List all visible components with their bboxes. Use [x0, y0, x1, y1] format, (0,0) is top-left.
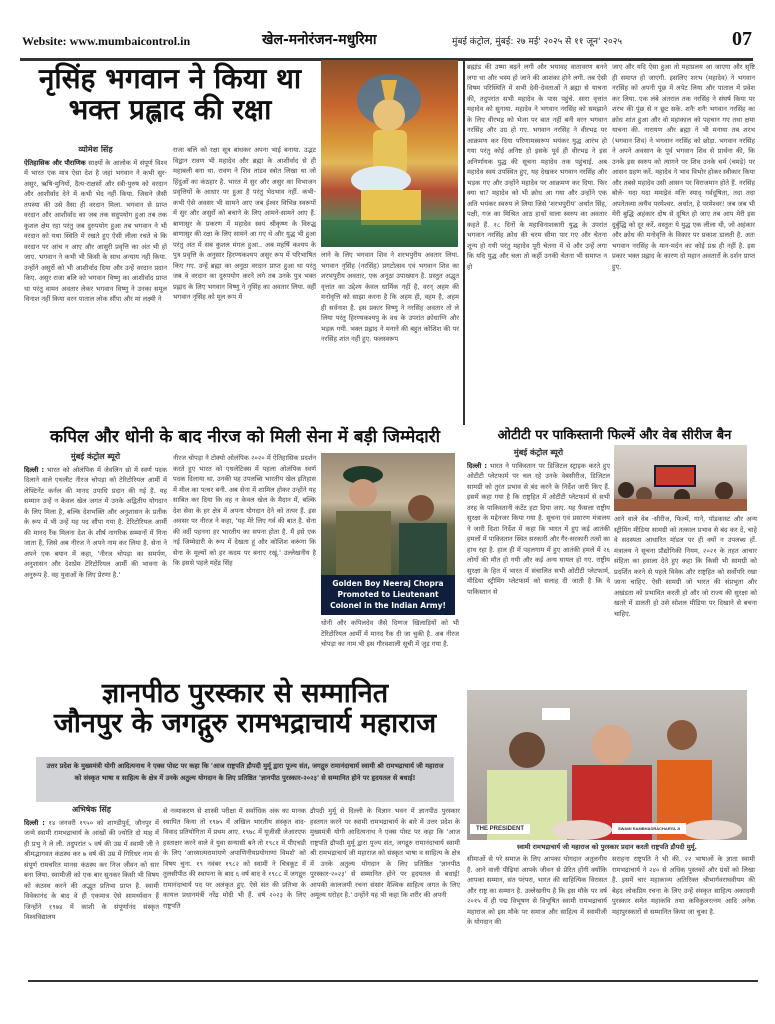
narsingh-image [321, 60, 458, 247]
photo-label-president: THE PRESIDENT [470, 824, 530, 834]
headline-jnanpith [20, 679, 470, 739]
body-text: सीमाओं से परे समाज के लिए आपका योगदान अतुलनीय है. आने वाली पीढ़ियां आपके जीवन से प्रेरित होंगी क्योंकि आपका सम्मान, संत परंपरा, भारत की साहित्यिक विरासत और राष्ट्र का सम्मान है. उल्लेखनीय है कि इस मौके पर वर्ष २०१५ में ही पद्म विभूषण से विभूषित स्वामी रामभद्राचार्य महाराज को इस मौके पर समाज और साहित्य में स्वामीजी के योगदान की [467, 855, 607, 926]
photo-label-swami: SWAMI RAMBHADRACHARYA JI [612, 823, 686, 834]
headline-ott: ओटीटी पर पाकिस्तानी फिल्में और वेब सीरीज बैन [497, 428, 732, 443]
body-text: से नव्याकरण से शास्त्री परीक्षा में सर्वाधिक अंक का मानक स्थापित किया तो १९७५ में अखिल भारतीय संस्कृत वाद-विवाद प्रतियोगिता में प्रथम आए. १९७८ में यूजीसी जेआरएफ हस्ताक्षर करने वाले वे युवा सन्यासी बने तो १९८१ में पीएचडी के लिए 'आध्यात्मरामायणे अपाणिनीयप्रयोगाणां विमर्श' को विषय चुना. १९ नवंबर १९८२ को स्वामी ने चित्रकूट में तुलसीपीठ की स्थापना के बाद ६ वर्ष बाद वे १९८८ में जगद्गुरु रामानंदाचार्य पद पर अलंकृत हुए. ऐसे संत की प्रतिभा के कायल प्रधानमंत्री नरेंद्र मोदी भी हैं. वर्ष २०२३ के लिए राष्ट्रपति [163, 807, 306, 910]
ott-col-1 [467, 448, 610, 680]
jnanpith-col-2 [163, 806, 306, 976]
headline-line-2: जौनपुर के जगद्गुरु रामभद्राचार्य महाराज [53, 708, 437, 740]
headline-narsingh [20, 64, 320, 126]
body-text: १४ जनवरी १९५० को शाण्डीपुर्द, जौनपुर में जन्मे स्वामी रामभद्राचार्य के आंखों की ज्योति दो माह में ही प्रभु ने ले ली. तदुपरांत ५ वर्ष की उम्र में स्वामी जी ने श्रीमद्भागवत कंठस्थ कर ७ वर्ष की उम्र में गिरिधर नाम से संपूर्ण रामचरित मानस कंठस्थ कर निज जीवन को सार बना लिया. स्वामीजी को एक बार सुनकर किसी भी विषय को कंठस्थ करने की अद्भुत प्रतिभा प्राप्त है. स्वामी विवेकानंद के बाद वे ही एकमात्र ऐसे सामर्थ्यवान हैं जिन्होंने १९७४ में काशी के संपूर्णानंद संस्कृत विश्वविद्यालय [24, 818, 159, 921]
body-text: भारत को ओलंपिक में जेवलिन थ्रो में स्वर्ण पदक दिलाने वाले एथलीट नीरज चोपड़ा को टेरिटोरियल आर्मी में लेफ्टिनेंट कर्नल की मानद उपाधि प्रदान की गई है. यह सम्मान उन्हें न केवल खेल जगत में उनके अद्वितीय योगदान के लिए मिला है, बल्कि देशभक्ति और अनुशासन के प्रतीक के रूप में भी उन्हें यह पद सौंपा गया है. टेरिटोरियल आर्मी की मानद रैंक मिलना देश के शीर्ष नागरिक सम्मानों में गिना जाता है, जिसे अब नीरज ने अपने नाम कर लिया है. सेना ने अपने एक बयान में कहा, 'नीरज चोपड़ा का समर्पण, अनुशासन और देशप्रेम टेरिटोरियल आर्मी की भावना के अनुरूप है. वह युवाओं के लिए प्रेरणा है.' [24, 465, 167, 579]
body-text: भारत ने पाकिस्तान पर डिजिटल स्ट्राइक करते हुए ओटीटी प्लेटफार्म पर चल रहे उनके वेबसीरीज, डिजिटल सामग्री को तुरंत प्रभाव से बंद करने के निर्देश जारी किए हैं. इसमें कहा गया है कि राष्ट्रहित में ओटीटी प्लेटफार्म से सभी तरह के पाकिस्तानी कंटेंट हटा दिया जाए. यह फैसला राष्ट्रीय सुरक्षा के मद्देनजर किया गया है. सूचना एवं प्रसारण मंत्रालय ने जारी दिशा निर्देश में कहा कि भारत में हुए कई आतंकी हमलों में पाकिस्तान स्थित सरकारी और गैर-सरकारी तत्वों का हाथ रहा है. हाल ही में पहलगाम में हुए आतंकी हमले में २६ लोगों की मौत हो गयी और कई अन्य घायल हो गए. राष्ट्रीय सुरक्षा के हित में भारत में संचालित सभी ओटीटी प्लेटफार्म, मीडिया स्ट्रीमिंग प्लेटफार्म को सलाह दी जाती है कि वे पाकिस्तान से [467, 461, 610, 596]
body-text: सराहना राष्ट्रपति ने भी की. २२ भाषाओं के ज्ञाता स्वामी रामभद्राचार्य ने २४० से अधिक पुस्तकों और ग्रंथों को लिखा है. इसमें चार महाकाव्य अतिरिक्त श्रीभार्गवराघवीयम की बेहद लोकप्रिय रचना के लिए उन्हें संस्कृत साहित्य अकादमी पुरस्कार समेत महाकवि तथा कविकुलरत्नम आदि अनेक महापुरस्कारों से सम्मानित किया जा चुका है. [612, 855, 755, 916]
jnanpith-col-3 [310, 806, 460, 976]
headline-line-1: नृसिंह भगवान ने किया था [38, 62, 302, 95]
jnanpith-photo-illustration [467, 690, 747, 840]
ott-photo-illustration [614, 445, 747, 511]
narsingh-col-3 [321, 250, 459, 425]
quote-box: उत्तर प्रदेश के मुख्यमंत्री योगी आदित्यनाथ ने एक्स पोस्ट पर कहा कि 'आज राष्ट्रपति द्रौपदी मुर्मू द्वारा पूज्य संत, जगद्गुरु रामानंदाचार्य स्वामी श्री रामभद्राचार्य जी महाराज को संस्कृत भाषा व साहित्य के क्षेत्र में उनके अतुल्य योगदान के लिए प्रतिष्ठित 'ज्ञानपीठ पुरस्कार-२०२३' से सम्मानित होने पर हृदयतल से बधाई! [36, 757, 454, 802]
section-title: खेल-मनोरंजन-मधुरिमा [262, 32, 377, 48]
website-link[interactable]: Website: www.mumbaicontrol.in [22, 34, 191, 48]
neeraj-col-3 [321, 618, 459, 676]
headline-neeraj: कपिल और धोनी के बाद नीरज को मिली सेना में बड़ी जिम्मेदारी [49, 427, 441, 447]
byline: मुंबई कंट्रोल ब्यूरो [70, 452, 121, 461]
column-divider [463, 60, 465, 425]
neeraj-photo [321, 453, 455, 575]
lead-text: दिल्ली : [24, 818, 45, 827]
lead-text: दिल्ली : [467, 461, 487, 470]
byline: अभिषेक सिंह [71, 805, 112, 814]
headline-line-2: भक्त प्रह्लाद की रक्षा [68, 92, 272, 126]
lead-text: ऐतिहासिक और पौराणिक [24, 158, 86, 167]
narsingh-illustration [321, 60, 458, 247]
jnanpith-photo-caption: स्वामी रामभद्राचार्य जी महाराज को पुरस्कार प्रदान करती राष्ट्रपति द्रौपदी मुर्मू. [516, 843, 698, 851]
body-text: धोनी और कपिलदेव जैसे दिग्गज खिलाड़ियों को भी टेरिटोरियल आर्मी में मानद रैंक दी जा चुकी है. अब नीरज चोपड़ा का नाम भी इस गौरवशाली सूची में जुड़ गया है. [321, 619, 459, 648]
body-text: द्रौपदी मुर्मू से दिल्ली के विज्ञान भवन में ज्ञानपीठ पुरस्कार हस्तगत करने पर स्वामी रामभद्राचार्य के बारे में उत्तर प्रदेश के मुख्यमंत्री योगी आदित्यनाथ ने एक्स पोस्ट पर कहा कि 'आज राष्ट्रपति द्रौपदी मुर्मू द्वारा पूज्य संत, जगद्गुरु रामानंदाचार्य स्वामी श्री रामभद्राचार्य जी महाराज को संस्कृत भाषा व साहित्य के क्षेत्र में उनके अतुल्य योगदान के लिए प्रतिष्ठित 'ज्ञानपीठ पुरस्कार-२०२३' से सम्मानित होने पर हृदयतल से बधाई! आपकी कालजयी रचना संसार वैश्विक साहित्य जगत के लिए अमूल्य धरोहर है.' उन्होंने यह भी कहा कि शरीर की अपनी [310, 807, 460, 899]
jnanpith-photo [467, 690, 747, 840]
byline: मुंबई कंट्रोल ब्यूरो [513, 448, 564, 457]
narsingh-col-1 [24, 145, 167, 425]
body-text: लाने के लिए भगवान शिव ने शरभपुरीय अवतार लिया. भगवान नृसिंह (नरसिंह) प्रगटोत्सव एवं भगवान शिव का शरभपुरीय अवतार, एक अनूठा उपाख्यान है. प्रस्तुत अद्भुत वृत्तांत का उद्देश्य केवल धार्मिक नहीं है, वरन् अहम की मनोवृत्ति को साझा करना है कि अहम ही, वहम है, अहम ही सर्वनाश है. इस प्रकार विष्णु ने नरसिंह अवतार तो ले लिया परंतु हिरण्यकश्यपु के वध के उपरांत क्रोधाग्नि और भड़क गयी. भक्त प्रह्लाद ने मनाने की बहुत कोशिश की पर नरसिंह शांत नहीं हुए. फलस्वरूप [321, 251, 459, 343]
neeraj-col-2 [173, 453, 316, 678]
article-narsingh [20, 64, 320, 126]
body-text: जाए और यदि ऐसा हुआ तो महाप्रलय आ जाएगा और सृष्टि ही समाप्त हो जाएगी. इसलिए शरभ (महादेव) ने भगवान नरसिंह को अपनी पूंछ में लपेट लिया और पाताल में प्रवेश कर लिया. एक लंबे अंतराल तक नरसिंह ने संघर्ष किया पर शरभ की पूंछ से न छूट सके. शनैः शनैः भगवान नरसिंह का क्रोध शांत हुआ और वो महाकाल को पहचान गए तथा क्षमा याचना की. नारायण और ब्रह्मा ने भी मनाया तब शरभ (भगवान शिव) ने भगवान नरसिंह को छोड़ा. भगवान नरसिंह ने अपने अवसान के पूर्व भगवान शिव से प्रार्थना की, कि उनके इस स्वरुप को त्यागने पर शिव उनके चर्म (चमड़े) पर आसन ग्रहण करें. महादेव ने भाव विभोर होकर स्वीकार किया और तबसे महादेव उसी आसन पर विराजमान होते हैं. नरसिंह बोले- यदा यदा ममाद्रेवं मतिः स्याद् गर्वदूषिता, तदा तदा अपनेतव्या त्वयैव परमेश्वर. अर्थात, हे परमेश्वर! जब जब भी मेरी बुद्धि अहंकार दोष से दूषित हो जाए तब आप मेरी इस दुर्बुद्धि को दूर करें. वस्तुतः ये युद्ध एक लीला थी, जो अहंकार और क्रोध की मनोवृत्ति के विकार पर प्रकाश डालती है. अतः भगवान नरसिंह के मान-मर्दन का कोई प्रश्न ही नहीं है. इस प्रकार भक्त प्रह्लाद के कारण दो महान अवतारों के दर्शन प्राप्त हुए. [612, 63, 755, 271]
jnanpith-col-5 [612, 854, 755, 974]
dateline: मुंबई कंट्रोल, मुंबई: २७ मई' २०२५ से ११ जून' २०२५ [452, 37, 623, 47]
page-number: 07 [732, 28, 752, 50]
body-text: आने वाले वेब -सीरीज, फिल्में, गाने, पॉडकास्ट और अन्य स्ट्रीमिंग मीडिया सामग्री को तत्काल प्रभाव से बंद कर दें, चाहे वे सदस्यता आधारित मॉडल पर ही क्यों न उपलब्ध हों. मंत्रालय ने सूचना प्रौद्योगिकी नियम, २०२१ के तहत आचार संहिता का हवाला देते हुए कहा कि किसी भी सामग्री को प्रदर्शित करने से पहले विवेक और राष्ट्रहित को सर्वोपरि रखा जाना चाहिए. ऐसी सामग्री जो भारत की संप्रभुता और अखंडता को प्रभावित करती हो और जो राज्य की सुरक्षा को खतरे में डालती हो उसे सोशल मीडिया पर दिखाने से बचना चाहिए. [614, 515, 757, 618]
body-text: नीरज चोपड़ा ने टोक्यो ओलंपिक २०२० में ऐतिहासिक प्रदर्शन करते हुए भारत को एथलेटिक्स में पहला ओलंपिक स्वर्ण पदक दिलाया था. उनकी यह उपलब्धि भारतीय खेल इतिहास में मील का पत्थर बनी. अब सेना में शामिल होकर उन्होंने यह साबित कर दिया कि वह न केवल खेल के मैदान में, बल्कि देश सेवा के हर क्षेत्र में अपना योगदान देने को तत्पर हैं. इस अवसर पर नीरज ने कहा, 'यह मेरे लिए गर्व की बात है. सेना की वर्दी पहनना हर भारतीय का सपना होता है. मैं इसे एक नई जिम्मेदारी के रूप में देखता हूं और कोशिश करूंगा कि सेना के मूल्यों को हर कदम पर बनाए रखूं.' उल्लेखनीय है कि इससे पहले महेंद्र सिंह [173, 454, 316, 567]
neeraj-photo-caption: Golden Boy Neeraj Chopra Promoted to Lieutenant Colonel in the Indian Army! [321, 575, 455, 615]
narsingh-col-5 [612, 62, 755, 422]
body-text: राजा बलि को रक्षा सूत्र बांधकर अपना भाई बनाया. उद्भट विद्वान रावण भी महादेव और ब्रह्मा के आशीर्वाद से ही महाबली बना था. रावण ने शिव तांडव स्त्रोत लिखा था जो हिंदुओं का कंठहार है. भारत में सुर और असुर का विभाजन प्रवृत्तियों के आधार पर हुआ है परंतु भेदभाव नहीं. कभी-कभी ऐसे अवसर भी सामने आए जब ईश्वर विभिन्न स्वरूपों में सुर और असुरों को बचाने के लिए आमने-सामने आए हैं. बाणासुर के प्रकरण में महादेव स्वयं श्रीकृष्ण के विरुद्ध बाणासुर की रक्षा के लिए सामने आ गए थे और युद्ध भी हुआ परंतु अंत में सब कुशल मंगल हुआ.. अब महर्षि कश्यप के पुत्र प्रवृत्ति के अनुसार हिरण्यकश्यप असुर रूप में परिभाषित किए गए. उन्हें ब्रह्मा का अनूठा वरदान प्राप्त हुआ था परंतु जब वे वरदान का दुरुपयोग करने लगे तब उनके पुत्र भक्त प्रह्लाद के लिए भगवान विष्णु ने नृसिंह का अवतार लिया. वहीं भगवान नृसिंह को मूल रूप में [173, 146, 316, 301]
narsingh-col-2 [173, 145, 316, 425]
headline-line-1: ज्ञानपीठ पुरस्कार से सम्मानित [101, 678, 389, 709]
jnanpith-col-4 [467, 854, 607, 974]
bottom-rule [28, 980, 758, 982]
body-text: ब्रह्मांड की उष्मा बढ़ने लगी और भयावह वातावरण बनने लगा था और भस्म हो जाने की आशंका होने लगी. तब ऐसी विषम परिस्थिति में सभी देवी-देवताओं ने ब्रह्मा से याचना की, तदुपरांत सभी महादेव के पास पहुंचे. सारा वृत्तांत महादेव को सुनाया. महादेव ने भगवान नरसिंह को समझाने के लिए वीरभद्र को भेजा पर बात नहीं बनी वरन भगवान नरसिंह और उग्र हो गए. भगवान नरसिंह ने वीरभद्र पर आक्रमण कर दिया परिणामस्वरूप भयंकर युद्ध आरंभ हो गया परंतु कोई अनिष्ट हो इसके पूर्व ही वीरभद्र ने इस अनिर्णायक युद्ध की सूचना महादेव तक पहुंचाई. अब महादेव स्वयं उपस्थित हुए, यह देखकर भगवान नरसिंह और भड़क गए और उन्होंने महादेव पर आक्रमण कर दिया. फिर क्या था? महादेव को भी क्रोध आ गया और उन्होंने एक अति भयंकर स्वरुप ले लिया जिसे 'शरभपुरीय' अर्थात सिंह, पक्षी, गज का मिश्रित आठ हाथों वाला स्वरुप का अवतार कहते हैं. १८ दिनों के महाविनाशकारी युद्ध के उपरांत भगवान नरसिंह क्रोध की चरम सीमा पार गए और चेतना शून्य हो गयी परंतु महादेव पूरी चेतना में थे और उन्हें लगा कि यदि युद्ध और चला तो कहीं उनकी चेतना भी समाप्त न हो [467, 63, 607, 271]
ott-col-2 [614, 514, 757, 684]
masthead [22, 28, 752, 58]
jnanpith-col-1 [24, 805, 159, 975]
lead-text: दिल्ली : [24, 465, 45, 474]
neeraj-col-1 [24, 452, 167, 677]
narsingh-col-4 [467, 62, 607, 422]
body-text: साक्ष्यों के आलोक में संपूर्ण विश्व में भारत एक मात्र ऐसा देश है जहां भगवान ने कभी सुर-असुर, ऋषि-मुनियों, दैत्य-राक्षसों और स्त्री-पुरुष को वरदान और आशीर्वाद देने में कभी भेद नहीं किया. जिसने जैसी तपस्या की उसे वैसा ही वरदान मिला. भगवान से प्राप्त वरदान और आशीर्वाद का जब तक सदुपयोग हुआ तब तक कुशल क्षेम रहा परंतु जब दुरुपयोग हुआ तब भगवान ने भी वरदान को यथा स्थिति में रखते हुए ऐसी लीला रचते थे कि वरदान पर आंच न आए और आसुरी प्रवृत्ति का अंत भी हो जाए. भगवान ने कभी भी किसी के साथ अन्याय नहीं किया. उन्होंने असुरों को भी आशीर्वाद दिया और उन्हें वरदान प्रदान किए. असुर राजा बलि को भगवान विष्णु का आशीर्वाद प्राप्त था परंतु वामन अवतार लेकर भगवान विष्णु ने उनका समूल विनाश नहीं किया वरन पाताल लोक सौंपा और मां लक्ष्मी ने [24, 158, 167, 303]
byline: व्योमेश सिंह [78, 145, 113, 154]
ott-photo [614, 445, 747, 511]
neeraj-photo-illustration [321, 453, 455, 575]
